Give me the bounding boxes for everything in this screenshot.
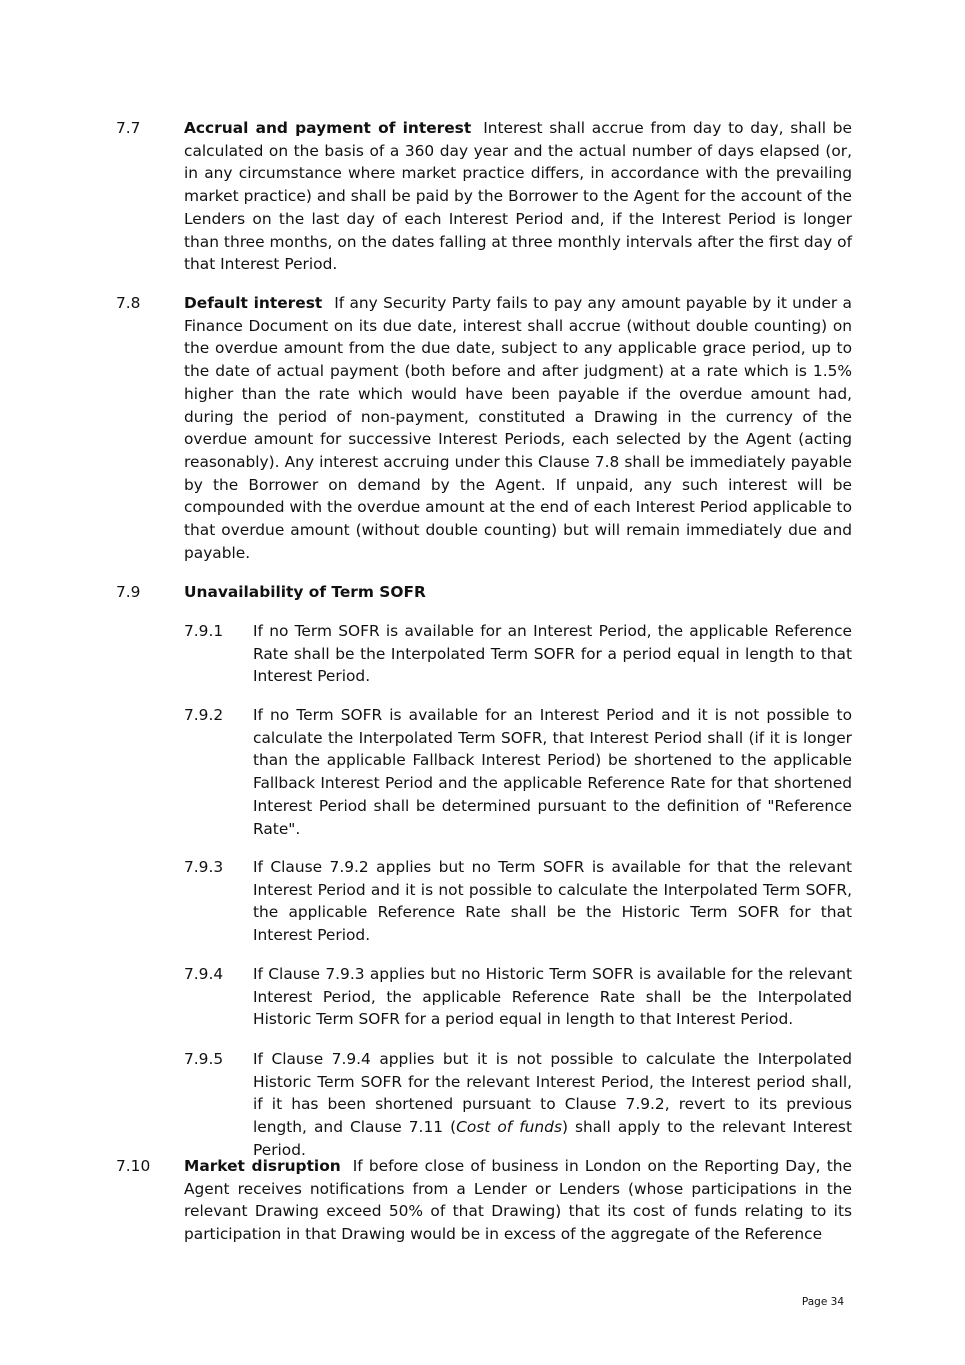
subclause-number: 7.9.1 xyxy=(184,622,224,640)
subclause-text: If no Term SOFR is available for an Interest Period, the applicable Reference Rate shall be the Interpolated Term SOFR for a period equal in length to that Interest Period. xyxy=(253,622,852,686)
page-number: Page 34 xyxy=(801,1296,844,1308)
clause-title: Market disruption xyxy=(184,1157,341,1175)
subclause-number: 7.9.3 xyxy=(184,858,224,876)
subclause-text-before: If Clause 7.9.4 applies but it is not possible to calculate the Interpolated Historic Term SOFR for the relevant Interest Period, the Interest period shall, if it has been shortened pursuant to Clause 7.9.2, revert to its previous length, and Clause 7.11 ( xyxy=(253,1050,852,1137)
subclause-number: 7.9.2 xyxy=(184,706,224,724)
clause-body xyxy=(184,1155,852,1246)
clause-number: 7.7 xyxy=(116,119,141,137)
clause-number: 7.8 xyxy=(116,294,141,312)
clause-text: Interest shall accrue from day to day, shall be calculated on the basis of a 360 day year and the actual number of days elapsed (or, in any circumstance where market practice differs, in accordance with the prevailing market practice) and shall be paid by the Borrower to the Agent for the account of the Lenders on the last day of each Interest Period and, if the Interest Period is longer than three months, on the dates falling at three monthly intervals after the first day of that Interest Period. xyxy=(184,119,852,274)
subclause-7-9-3 xyxy=(184,856,852,947)
clause-7-10 xyxy=(116,1155,852,1246)
subclause-text: If Clause 7.9.3 applies but no Historic Term SOFR is available for the relevant Interest Period, the applicable Reference Rate shall be the Interpolated Historic Term SOFR for a period equal in length to that Interest Period. xyxy=(253,965,852,1029)
clause-7-7 xyxy=(116,117,852,276)
cross-reference-title: Cost of funds xyxy=(456,1118,562,1137)
clause-text: If any Security Party fails to pay any amount payable by it under a Finance Document on its due date, interest shall accrue (without double counting) on the overdue amount from the due date, subject to any applicable grace period, up to the date of actual payment (both before and after judgment) at a rate which is 1.5% higher than the rate which would have been payable if the overdue amount had, during the period of non-payment, constituted a Drawing in the currency of the overdue amount for successive Interest Periods, each selected by the Agent (acting reasonably). Any interest accruing under this Clause 7.8 shall be immediately payable by the Borrower on demand by the Agent. If unpaid, any such interest will be compounded with the overdue amount at the end of each Interest Period applicable to that overdue amount (without double counting) but will remain immediately due and payable. xyxy=(184,294,852,562)
clause-7-9 xyxy=(116,581,852,604)
subclause-number: 7.9.5 xyxy=(184,1050,224,1068)
clause-title: Accrual and payment of interest xyxy=(184,119,472,137)
clause-body xyxy=(184,581,852,604)
subclause-number: 7.9.4 xyxy=(184,965,224,983)
clause-number: 7.9 xyxy=(116,583,141,601)
subclause-7-9-4 xyxy=(184,963,852,1031)
subclause-text-after: ) shall apply to the relevant Interest Period. xyxy=(253,1118,852,1159)
clause-text: If before close of business in London on the Reporting Day, the Agent receives notifications from a Lender or Lenders (whose participations in the relevant Drawing exceed 50% of that Drawing) that its cost of funds relating to its participation in that Drawing would be in excess of the aggregate of the Reference xyxy=(184,1157,852,1244)
subclause-7-9-1 xyxy=(184,620,852,688)
clause-body xyxy=(184,117,852,276)
clause-body xyxy=(184,292,852,564)
subclause-7-9-5 xyxy=(184,1048,852,1162)
clause-number: 7.10 xyxy=(116,1157,151,1175)
clause-title: Default interest xyxy=(184,294,323,312)
subclause-7-9-2 xyxy=(184,704,852,840)
clause-7-8 xyxy=(116,292,852,564)
clause-title: Unavailability of Term SOFR xyxy=(184,583,426,601)
subclause-text: If Clause 7.9.2 applies but no Term SOFR is available for that the relevant Interest Period and it is not possible to calculate the Interpolated Term SOFR, the applicable Reference Rate shall be the Historic Term SOFR for that Interest Period. xyxy=(253,858,852,945)
subclause-text xyxy=(253,1048,852,1162)
subclause-text: If no Term SOFR is available for an Interest Period and it is not possible to calculate the Interpolated Term SOFR, that Interest Period shall (if it is longer than the applicable Fallback Interest Period) be shortened to the applicable Fallback Interest Period and the applicable Reference Rate for that shortened Interest Period shall be determined pursuant to the definition of "Reference Rate". xyxy=(253,706,852,838)
